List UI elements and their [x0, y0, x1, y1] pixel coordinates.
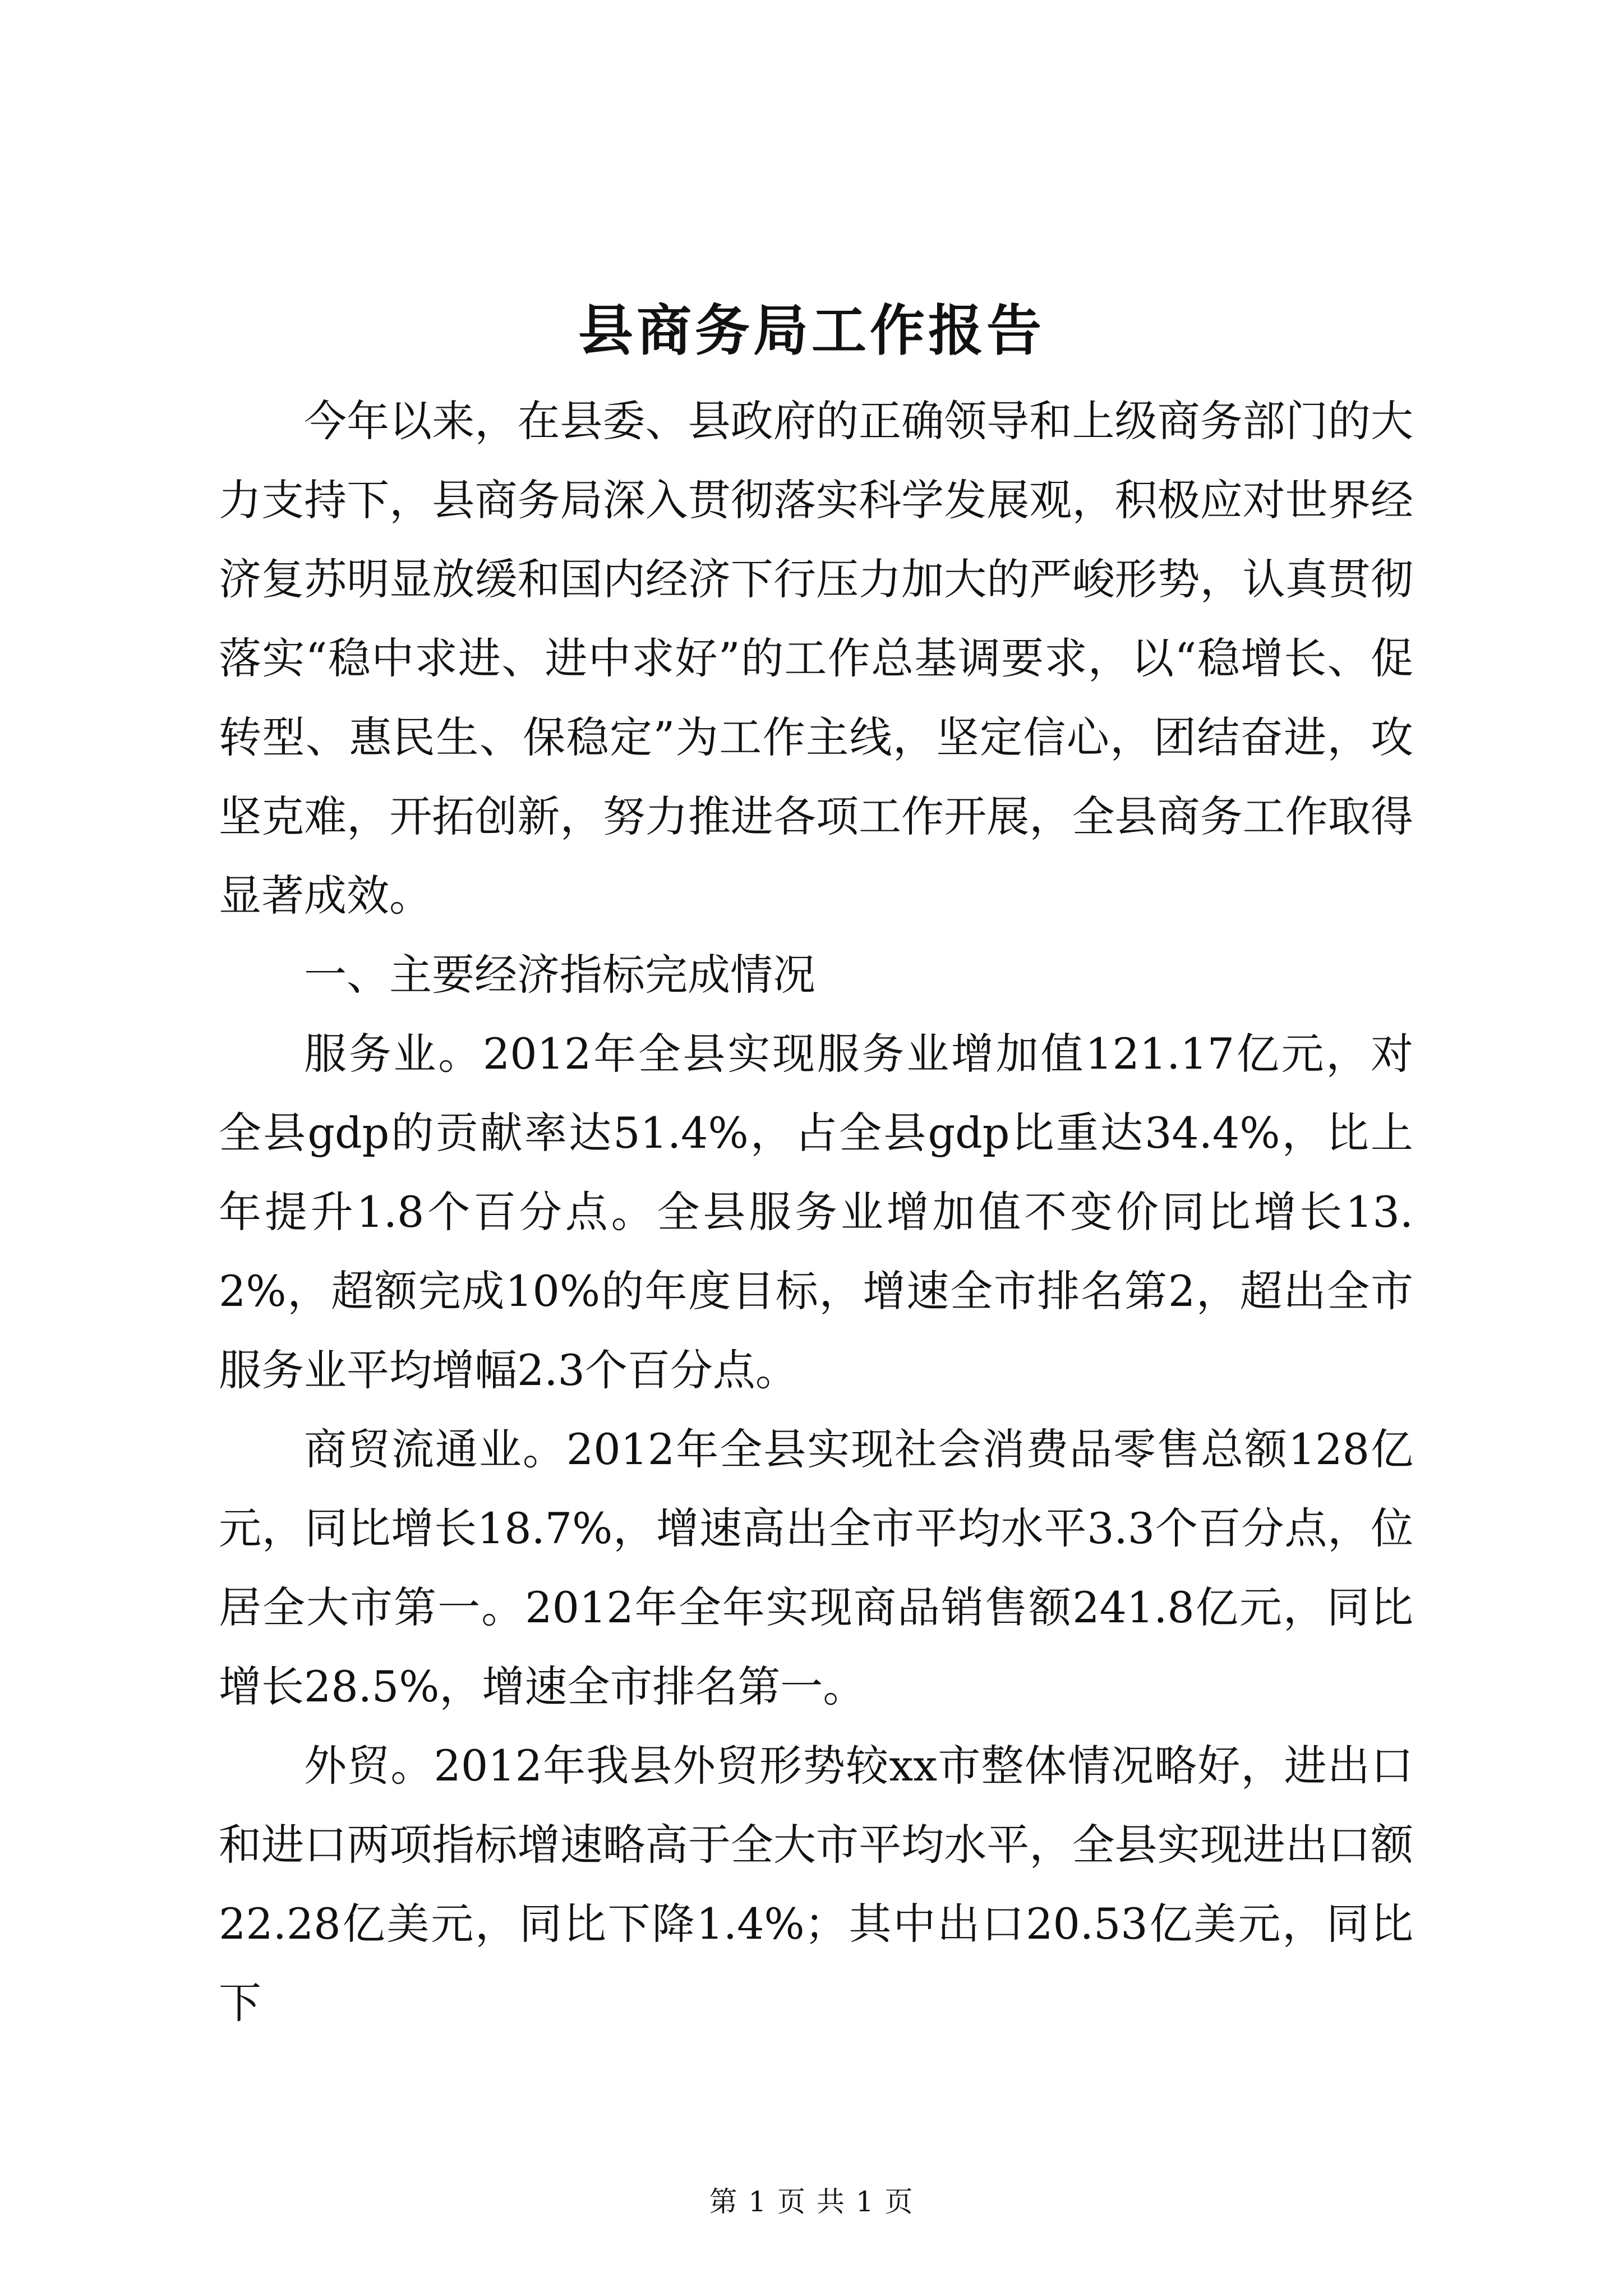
paragraph-foreign-trade: 外贸。2012年我县外贸形势较xx市整体情况略好，进出口和进口两项指标增速略高于全大市平均水平，全县实现进出口额22.28亿美元，同比下降1.4%；其中出口20.53亿美元，同比下: [219, 1741, 1413, 2028]
paragraph-services: 服务业。2012年全县实现服务业增加值121.17亿元，对全县gdp的贡献率达51.4%，占全县gdp比重达34.4%，比上年提升1.8个百分点。全县服务业增加值不变价同比增长13.2%，超额完成10%的年度目标，增速全市排名第2，超出全市服务业平均增幅2.3个百分点。: [219, 1029, 1413, 1395]
paragraph-commerce: 商贸流通业。2012年全县实现社会消费品零售总额128亿元，同比增长18.7%，增速高出全市平均水平3.3个百分点，位居全大市第一。2012年全年实现商品销售额241.8亿元，同比增长28.5%，增速全市排名第一。: [219, 1424, 1413, 1711]
document-title: 县商务局工作报告: [578, 298, 1045, 363]
document-body: [219, 381, 1413, 2042]
section-heading: 一、主要经济指标完成情况: [304, 950, 815, 1000]
paragraph-intro: 今年以来，在县委、县政府的正确领导和上级商务部门的大力支持下，县商务局深入贯彻落实科学发展观，积极应对世界经济复苏明显放缓和国内经济下行压力加大的严峻形势，认真贯彻落实“稳中求进、进中求好”的工作总基调要求，以“稳增长、促转型、惠民生、保稳定”为工作主线，坚定信心，团结奋进，攻坚克难，开拓创新，努力推进各项工作开展，全县商务工作取得显著成效。: [219, 396, 1413, 921]
page-number-footer: 第 1 页 共 1 页: [709, 2185, 914, 2218]
